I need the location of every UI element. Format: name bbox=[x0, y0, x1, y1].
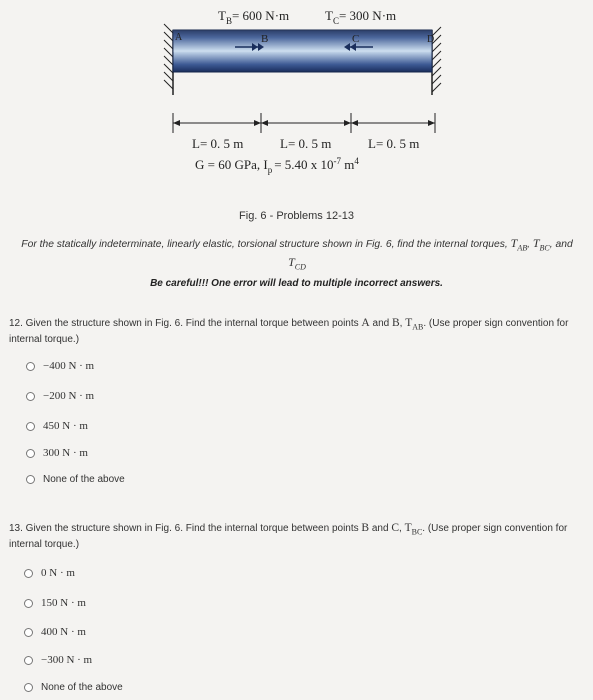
dimension-line bbox=[173, 113, 435, 133]
point-a-label: A bbox=[175, 32, 183, 43]
radio-button[interactable] bbox=[24, 683, 33, 692]
problem-statement: For the statically indeterminate, linearly elastic, torsional structure shown in Fig. 6, find the internal torques, $T_{AB}$, $T_{BC}$, and $T_{CD}$ bbox=[21, 236, 573, 272]
q12-option-1[interactable] bbox=[26, 358, 94, 374]
point-b-label: B bbox=[261, 33, 269, 45]
q13-option-4[interactable] bbox=[24, 652, 92, 668]
q13-option-3[interactable] bbox=[24, 624, 86, 640]
q12-option-3[interactable] bbox=[26, 418, 88, 434]
radio-button[interactable] bbox=[26, 362, 35, 371]
option-label: 400 N · m bbox=[41, 626, 86, 638]
option-label: −400 N · m bbox=[43, 360, 95, 372]
q13-option-5[interactable] bbox=[24, 679, 123, 695]
radio-button[interactable] bbox=[24, 628, 33, 637]
q12-option-2[interactable] bbox=[26, 388, 94, 404]
option-label: −200 N · m bbox=[43, 390, 95, 402]
radio-button[interactable] bbox=[24, 569, 33, 578]
torque-b-label: $T_B= 600$ N·m bbox=[218, 8, 290, 26]
warning-text: Be careful!!! One error will lead to multiple incorrect answers. bbox=[150, 278, 443, 289]
left-wall bbox=[164, 24, 173, 95]
option-label: 300 N · m bbox=[43, 447, 88, 459]
radio-button[interactable] bbox=[24, 656, 33, 665]
question-12-text: 12. Given the structure shown in Fig. 6. Find the internal torque between points A and B, $T_{AB}$. (Use proper sign convention for internal torque.) bbox=[9, 317, 569, 346]
q12-option-5[interactable] bbox=[26, 471, 125, 487]
option-label: None of the above bbox=[41, 681, 123, 693]
point-c-label: C bbox=[352, 33, 360, 45]
torque-c-label: $T_C= 300$ N·m bbox=[325, 8, 397, 26]
option-label: None of the above bbox=[43, 473, 125, 485]
radio-button[interactable] bbox=[26, 392, 35, 401]
figure-caption: Fig. 6 - Problems 12-13 bbox=[239, 210, 354, 222]
question-13-text: 13. Given the structure shown in Fig. 6. Find the internal torque between points B and C, $T_{BC}$. (Use proper sign convention for internal torque.) bbox=[9, 522, 568, 551]
option-label: −300 N · m bbox=[41, 654, 93, 666]
radio-button[interactable] bbox=[26, 422, 35, 431]
q12-option-4[interactable] bbox=[26, 445, 88, 461]
length-label-3: L= 0. 5 m bbox=[368, 136, 420, 151]
option-label: 450 N · m bbox=[43, 420, 88, 432]
option-label: 150 N · m bbox=[41, 597, 86, 609]
torsion-figure bbox=[150, 0, 450, 200]
point-d-label: D bbox=[427, 34, 435, 45]
q13-option-1[interactable] bbox=[24, 565, 75, 581]
length-label-1: L= 0. 5 m bbox=[192, 136, 244, 151]
radio-button[interactable] bbox=[26, 475, 35, 484]
radio-button[interactable] bbox=[26, 449, 35, 458]
length-label-2: L= 0. 5 m bbox=[280, 136, 332, 151]
material-properties: G = 60 GPa, $I_p = 5.40$ x $10^{-7}$ $m^4$ bbox=[195, 156, 359, 175]
option-label: 0 N · m bbox=[41, 567, 75, 579]
q13-option-2[interactable] bbox=[24, 595, 86, 611]
radio-button[interactable] bbox=[24, 599, 33, 608]
